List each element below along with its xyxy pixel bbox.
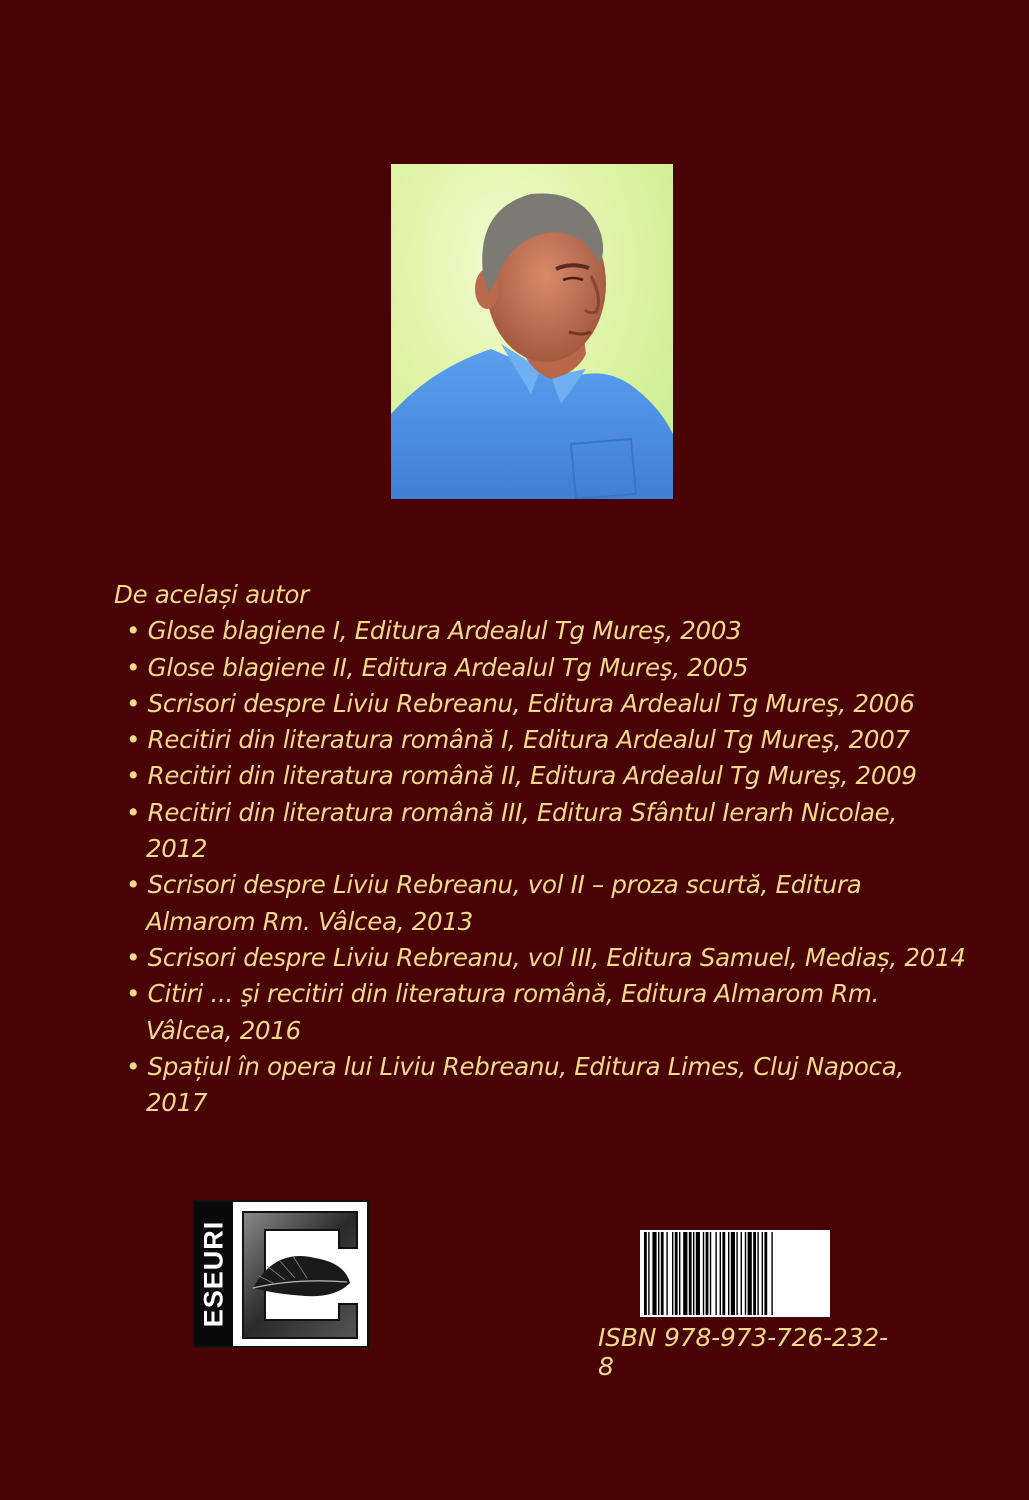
list-item: • Spațiul în opera lui Liviu Rebreanu, Editura Limes, Cluj Napoca, 2017 bbox=[114, 1049, 936, 1122]
list-item: • Glose blagiene II, Editura Ardealul Tg Mureş, 2005 bbox=[114, 650, 974, 686]
bibliography bbox=[114, 577, 974, 1121]
list-item: • Glose blagiene I, Editura Ardealul Tg Mureş, 2003 bbox=[114, 613, 974, 649]
barcode bbox=[640, 1230, 830, 1317]
publisher-logo bbox=[193, 1200, 369, 1348]
list-item: • Recitiri din literatura română III, Editura Sfântul Ierarh Nicolae, 2012 bbox=[114, 795, 926, 868]
list-item: • Citiri ... şi recitiri din literatura română, Editura Almarom Rm. Vâlcea, 2016 bbox=[114, 976, 906, 1049]
barcode-bars bbox=[640, 1230, 830, 1317]
logo-text: ESEURI bbox=[198, 1220, 229, 1328]
book-list bbox=[114, 613, 974, 1121]
bibliography-heading: De același autor bbox=[114, 580, 309, 609]
list-item: • Recitiri din literatura română II, Editura Ardealul Tg Mureş, 2009 bbox=[114, 758, 974, 794]
isbn-text: ISBN 978-973-726-232-8 bbox=[598, 1323, 888, 1381]
author-portrait bbox=[391, 164, 673, 499]
logo-strip bbox=[195, 1202, 233, 1346]
list-item: • Scrisori despre Liviu Rebreanu, vol III, Editura Samuel, Mediaș, 2014 bbox=[114, 940, 974, 976]
list-item: • Scrisori despre Liviu Rebreanu, Editura Ardealul Tg Mureş, 2006 bbox=[114, 686, 974, 722]
feather-e-icon bbox=[235, 1208, 365, 1342]
list-item: • Scrisori despre Liviu Rebreanu, vol II – proza scurtă, Editura Almarom Rm. Vâlcea, 2013 bbox=[114, 867, 886, 940]
list-item: • Recitiri din literatura română I, Editura Ardealul Tg Mureş, 2007 bbox=[114, 722, 974, 758]
